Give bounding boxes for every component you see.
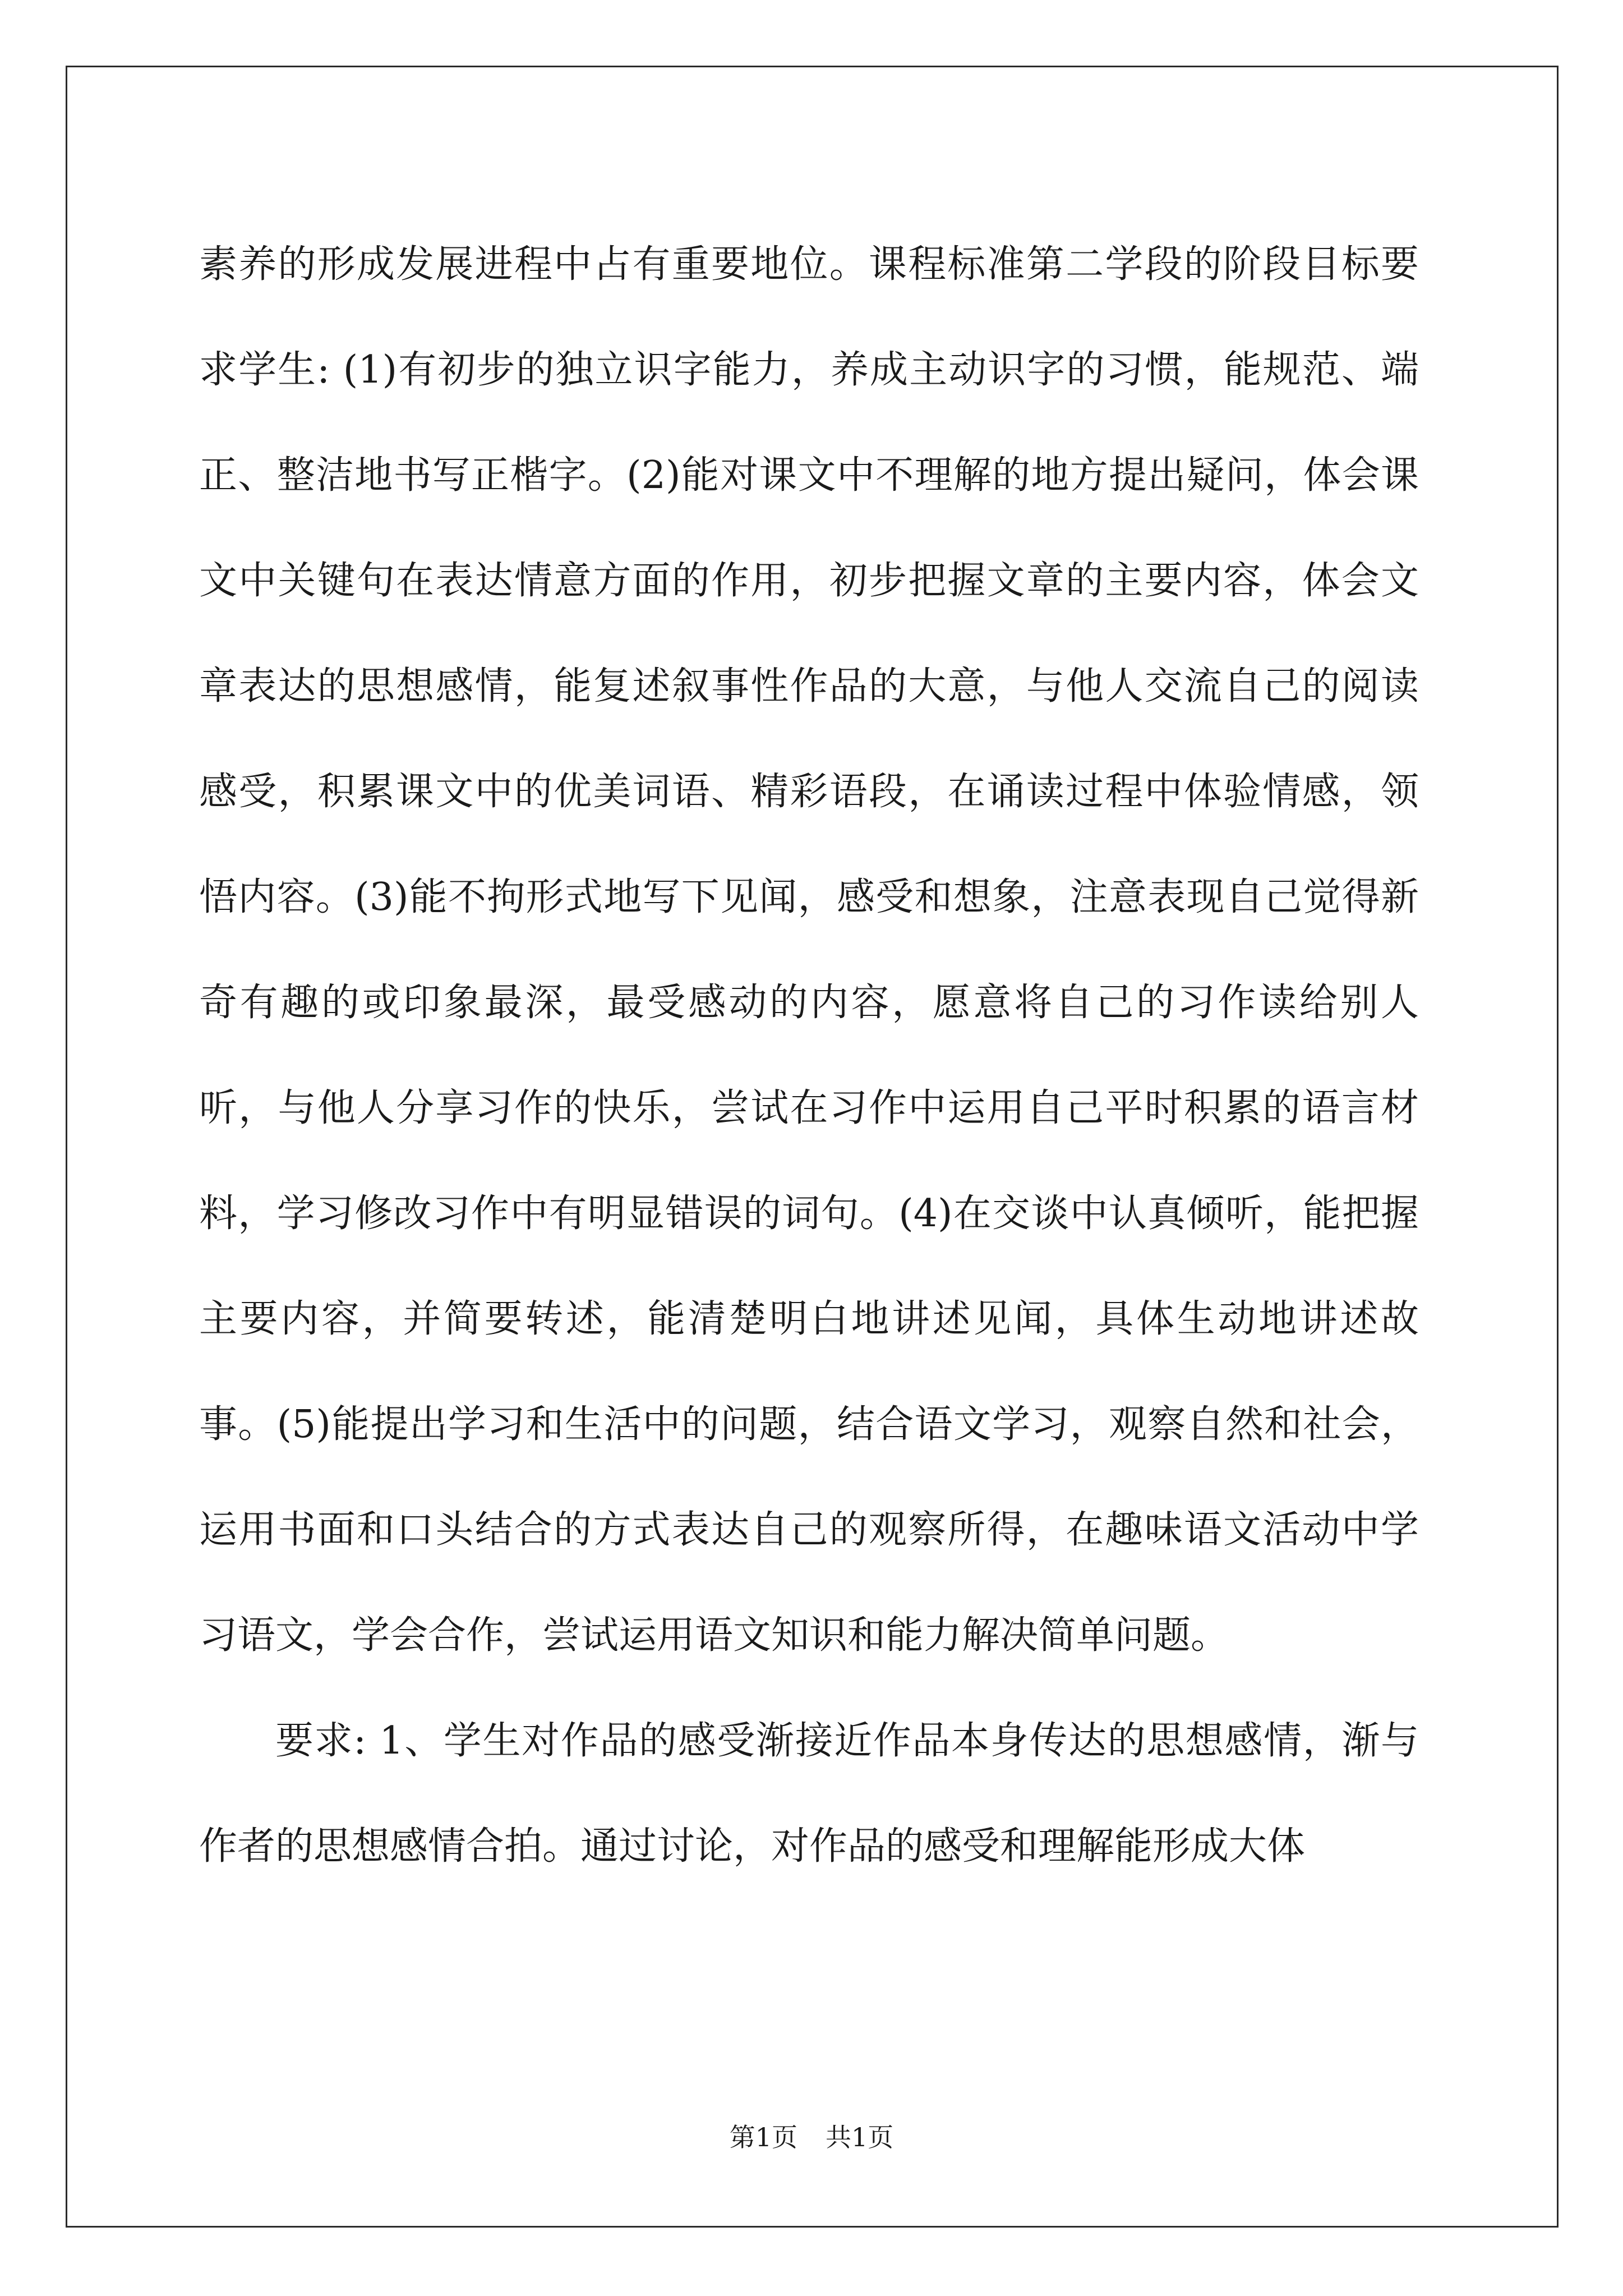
- page-footer: [0, 2120, 1623, 2154]
- page-number-total: 共1页: [826, 2122, 894, 2152]
- document-body: [199, 212, 1419, 1899]
- page-number-current: 第1页: [729, 2122, 797, 2152]
- paragraph-1: 素养的形成发展进程中占有重要地位。课程标准第二学段的阶段目标要求学生: (1)有初步的独立识字能力，养成主动识字的习惯，能规范、端正、整洁地书写正楷字。(2)能对课文中不理解的地方提出疑问，体会课文中关键句在表达情意方面的作用，初步把握文章的主要内容，体会文章表达的思想感情，能复述叙事性作品的大意，与他人交流自己的阅读感受，积累课文中的优美词语、精彩语段，在诵读过程中体验情感，领悟内容。(3)能不拘形式地写下见闻，感受和想象，注意表现自己觉得新奇有趣的或印象最深，最受感动的内容，愿意将自己的习作读给别人听，与他人分享习作的快乐，尝试在习作中运用自己平时积累的语言材料，学习修改习作中有明显错误的词句。(4)在交谈中认真倾听，能把握主要内容，并简要转述，能清楚明白地讲述见闻，具体生动地讲述故事。(5)能提出学习和生活中的问题，结合语文学习，观察自然和社会，运用书面和口头结合的方式表达自己的观察所得，在趣味语文活动中学习语文，学会合作，尝试运用语文知识和能力解决简单问题。: [199, 242, 1419, 1658]
- paragraph-2: 要求: 1、学生对作品的感受渐接近作品本身传达的思想感情，渐与作者的思想感情合拍。通过讨论，对作品的感受和理解能形成大体: [199, 1719, 1419, 1869]
